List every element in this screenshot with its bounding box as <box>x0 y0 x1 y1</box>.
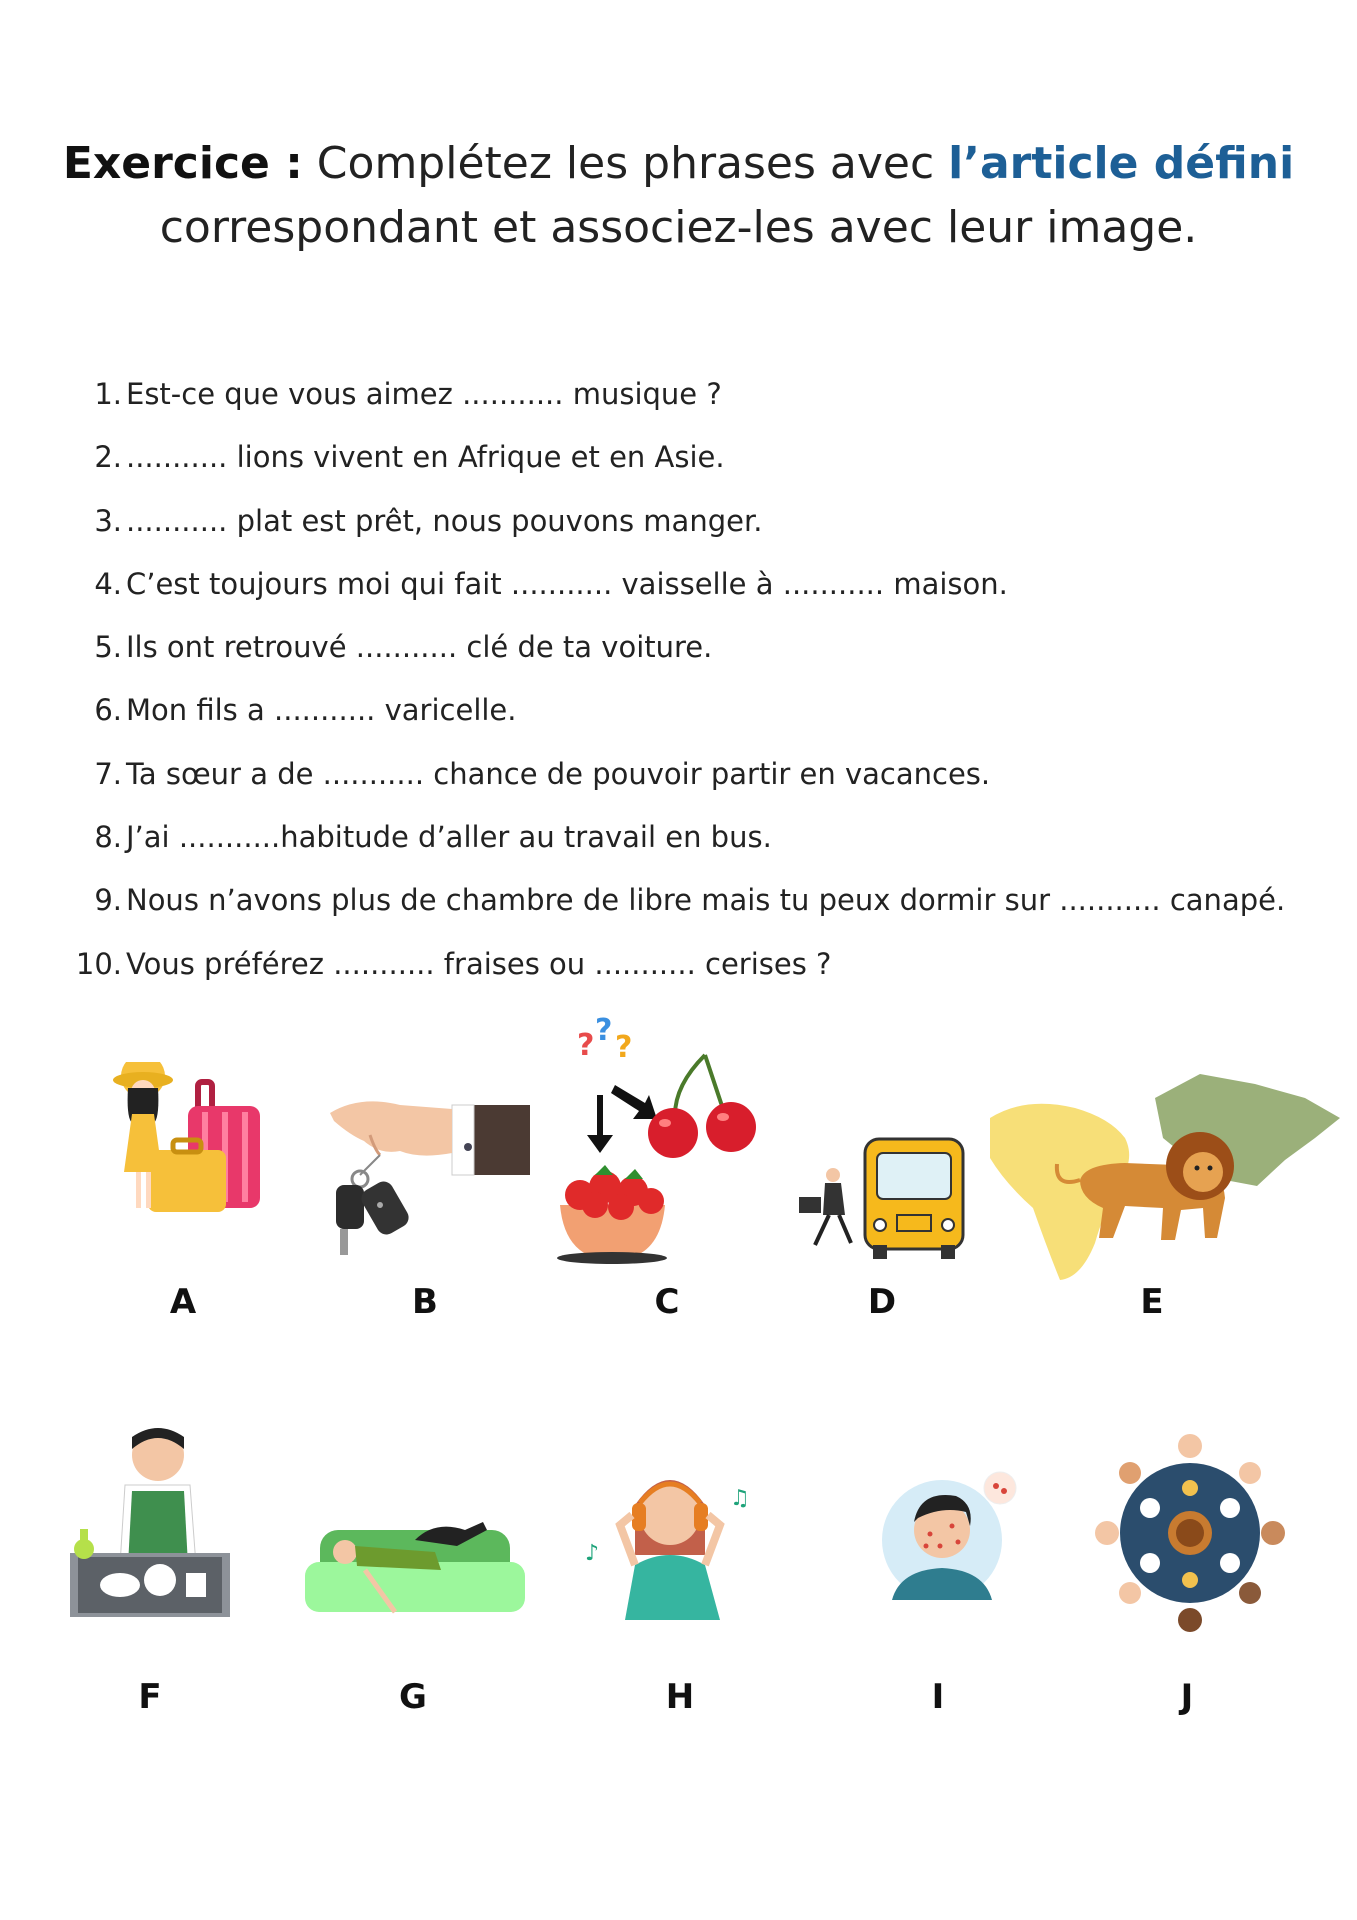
question-text: Ta sœur a de ........... chance de pouvoir partir en vacances. <box>126 756 991 791</box>
question-item <box>70 690 1330 753</box>
question-text: J’ai ...........habitude d’aller au travail en bus. <box>126 820 772 855</box>
question-number: 5. <box>94 630 122 665</box>
question-item <box>70 437 1330 500</box>
question-number: 6. <box>94 693 122 728</box>
vacation-luggage-icon <box>98 1062 273 1222</box>
question-text: Est-ce que vous aimez ........... musique ? <box>126 377 722 411</box>
bus-commute-icon <box>795 1135 975 1260</box>
question-number: 9. <box>94 883 122 918</box>
listening-music-icon <box>580 1445 780 1625</box>
shared-meal-table-icon <box>1095 1428 1285 1638</box>
question-number: 7. <box>94 756 122 791</box>
svg-text:?: ? <box>577 1028 595 1063</box>
image-letter: J <box>1180 1677 1194 1717</box>
svg-text:?: ? <box>595 1015 613 1048</box>
lion-africa-asia-map-icon <box>985 1068 1345 1283</box>
instruction-part-1: Complétez les phrases avec <box>302 138 949 189</box>
question-item <box>70 754 1330 817</box>
question-number: 2. <box>94 440 122 475</box>
svg-text:?: ? <box>615 1030 633 1065</box>
image-letter: D <box>867 1282 897 1322</box>
question-number: 1. <box>94 377 122 411</box>
sleeping-on-couch-icon <box>305 1500 525 1630</box>
question-text: Nous n’avons plus de chambre de libre mais tu peux dormir sur ........... canapé. <box>126 883 1286 918</box>
question-item <box>70 880 1330 943</box>
question-number: 3. <box>94 503 122 538</box>
question-text: Mon fils a ........... varicelle. <box>126 693 517 728</box>
svg-text:♪: ♪ <box>585 1541 600 1566</box>
strawberries-cherries-icon <box>555 1015 770 1265</box>
instruction-accent: l’article défini <box>948 138 1295 189</box>
image-letter: G <box>399 1677 427 1717</box>
question-text: ........... plat est prêt, nous pouvons manger. <box>126 503 763 538</box>
question-text: Vous préférez ........... fraises ou ........... cerises ? <box>126 946 832 981</box>
question-item <box>70 944 1330 1007</box>
svg-text:♫: ♫ <box>730 1486 750 1511</box>
washing-dishes-icon <box>70 1425 235 1625</box>
question-text: ........... lions vivent en Afrique et en Asie. <box>126 440 725 475</box>
instruction-part-2: correspondant et associez-les avec leur image. <box>159 202 1198 253</box>
car-keys-icon <box>320 1075 530 1255</box>
image-letter: H <box>665 1677 695 1717</box>
image-letter: A <box>169 1282 197 1322</box>
exercise-title <box>60 132 1297 260</box>
question-number: 4. <box>94 566 122 601</box>
image-letter: I <box>931 1677 945 1717</box>
question-item <box>70 501 1330 564</box>
question-item <box>70 817 1330 880</box>
question-text: Ils ont retrouvé ........... clé de ta voiture. <box>126 630 713 665</box>
image-letter: C <box>654 1282 680 1322</box>
question-item <box>70 627 1330 690</box>
chickenpox-icon <box>870 1460 1030 1610</box>
exercise-label: Exercice : <box>62 138 303 189</box>
question-item <box>70 374 1330 437</box>
question-item <box>70 564 1330 627</box>
question-number: 8. <box>94 820 122 855</box>
question-list <box>70 374 1330 1007</box>
question-number: 10. <box>75 946 122 981</box>
image-letter: B <box>412 1282 438 1322</box>
image-letter: E <box>1140 1282 1164 1322</box>
question-text: C’est toujours moi qui fait ........... vaisselle à ........... maison. <box>126 566 1008 601</box>
image-letter: F <box>138 1677 162 1717</box>
